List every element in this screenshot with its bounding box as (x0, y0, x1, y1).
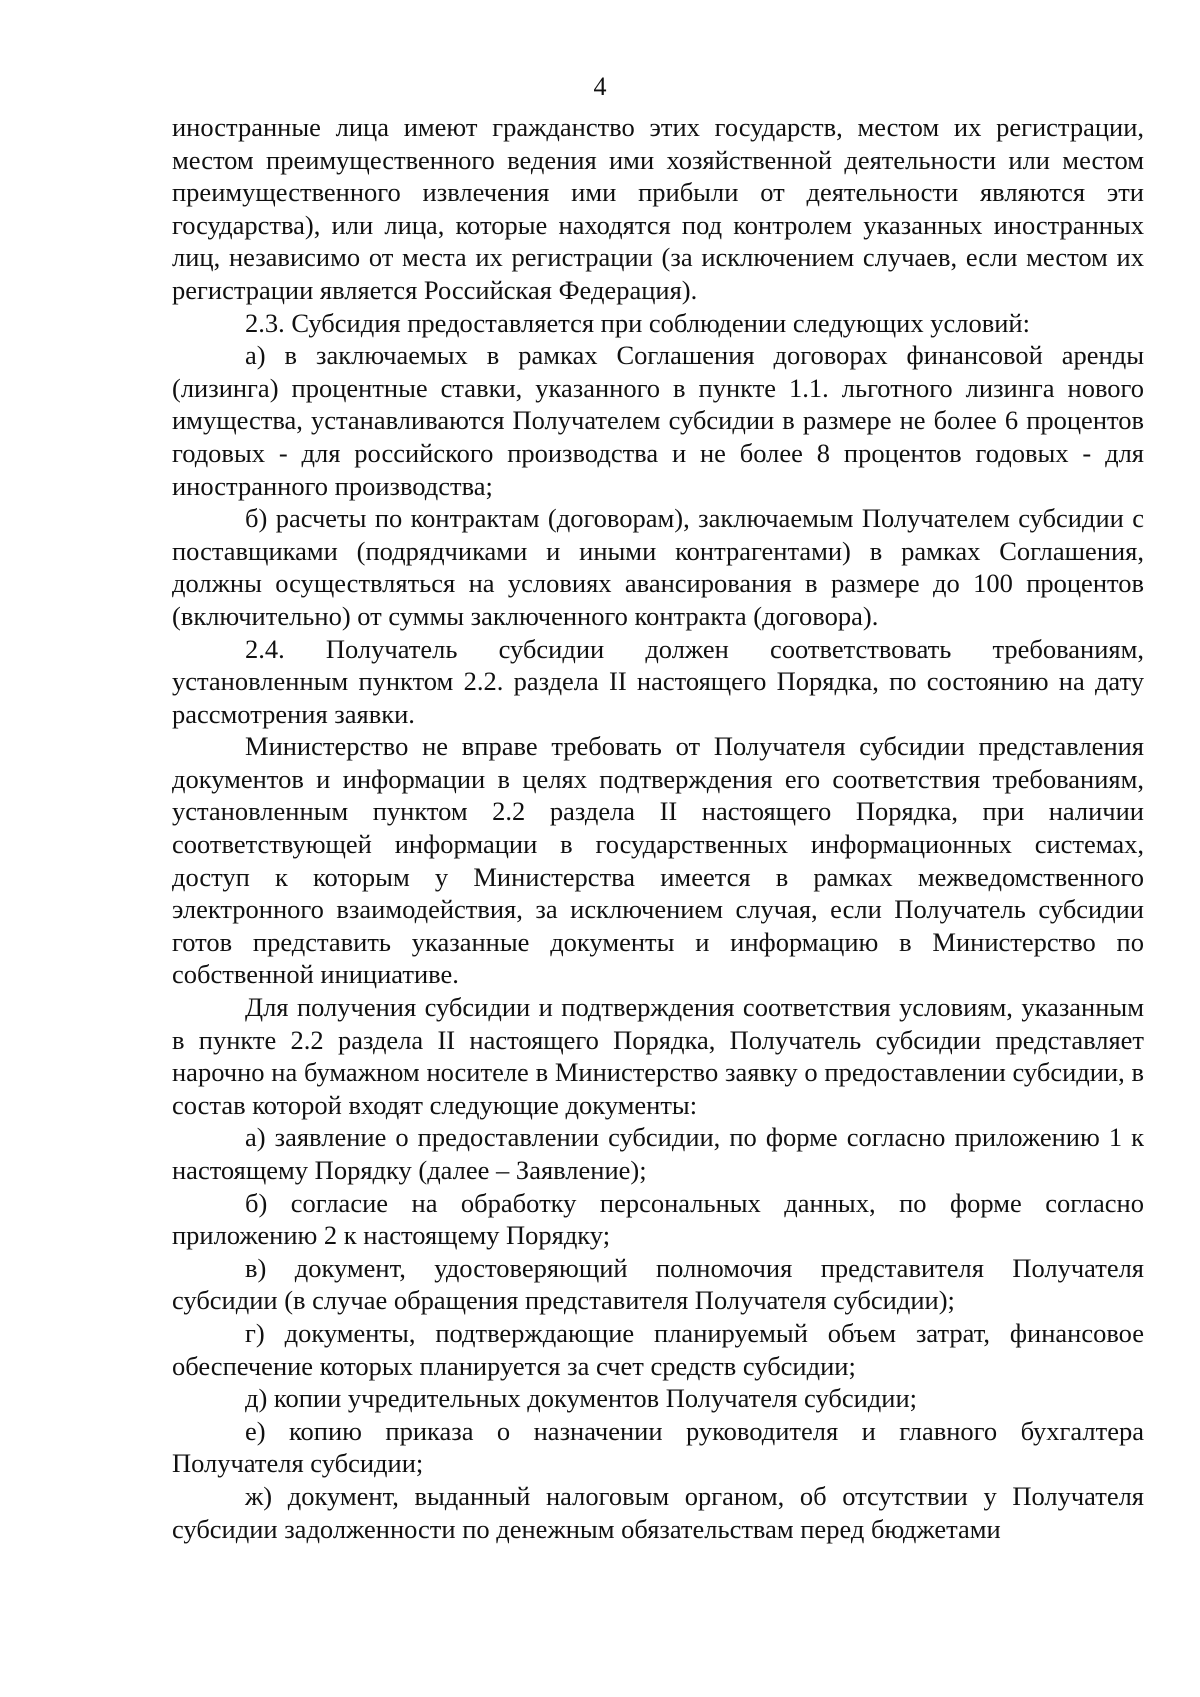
paragraph-condition-a-leasing-rates: а) в заключаемых в рамках Соглашения договорах финансовой аренды (лизинга) процентные ставки, указанного в пункте 1.1. льготного лизинга нового имущества, устанавливаются Получателем субсидии в размере не более 6 процентов годовых - для российского производства и не более 8 процентов годовых - для иностранного производства; (172, 340, 1144, 501)
paragraph-application-documents: Для получения субсидии и подтверждения соответствия условиям, указанным в пункте 2.2 раздела II настоящего Порядка, Получатель субсидии представляет нарочно на бумажном носителе в Министерство заявку о предоставлении субсидии, в состав которой входят следующие документы: (172, 992, 1144, 1120)
list-item-e-appointment-order: е) копию приказа о назначении руководителя и главного бухгалтера Получателя субсидии; (172, 1415, 1144, 1479)
page-number: 4 (593, 72, 607, 101)
document-body (172, 111, 1144, 1545)
paragraph-foreign-persons: иностранные лица имеют гражданство этих государств, местом их регистрации, местом преимущественного ведения ими хозяйственной деятельности или местом преимущественного извлечения ими прибыли от деятельности являются эти государства), или лица, которые находятся под контролем указанных иностранных лиц, независимо от места их регистрации (за исключением случаев, если местом их регистрации является Российская Федерация). (172, 112, 1144, 305)
paragraph-condition-b-settlements: б) расчеты по контрактам (договорам), заключаемым Получателем субсидии с поставщиками (подрядчиками и иными контрагентами) в рамках Соглашения, должны осуществляться на условиях авансирования в размере до 100 процентов (включительно) от суммы заключенного контракта (договора). (172, 503, 1144, 631)
list-item-d-constituent-documents: д) копии учредительных документов Получателя субсидии; (245, 1383, 918, 1414)
paragraph-ministry-documents: Министерство не вправе требовать от Получателя субсидии представления документов и информации в целях подтверждения его соответствия требованиям, установленным пунктом 2.2 раздела II настоящего Порядка, при наличии соответствующей информации в государственных информационных системах, доступ к которым у Министерства имеется в рамках межведомственного электронного взаимодействия, за исключением случая, если Получатель субсидии готов представить указанные документы и информацию в Министерство по собственной инициативе. (172, 731, 1144, 990)
list-item-a-statement: а) заявление о предоставлении субсидии, по форме согласно приложению 1 к настоящему Порядку (далее – Заявление); (172, 1122, 1144, 1185)
paragraph-2-3-conditions: 2.3. Субсидия предоставляется при соблюдении следующих условий: (245, 307, 1030, 338)
paragraph-2-4-requirements: 2.4. Получатель субсидии должен соответствовать требованиям, установленным пунктом 2.2. раздела II настоящего Порядка, по состоянию на дату рассмотрения заявки. (172, 633, 1144, 729)
list-item-g-cost-documents: г) документы, подтверждающие планируемый объем затрат, финансовое обеспечение которых планируется за счет средств субсидии; (172, 1317, 1144, 1381)
list-item-v-authority-document: в) документ, удостоверяющий полномочия представителя Получателя субсидии (в случае обращения представителя Получателя субсидии); (172, 1252, 1144, 1316)
list-item-zh-tax-document: ж) документ, выданный налоговым органом, об отсутствии у Получателя субсидии задолженности по денежным обязательствам перед бюджетами (172, 1480, 1144, 1544)
list-item-b-consent: б) согласие на обработку персональных данных, по форме согласно приложению 2 к настоящему Порядку; (172, 1187, 1144, 1251)
